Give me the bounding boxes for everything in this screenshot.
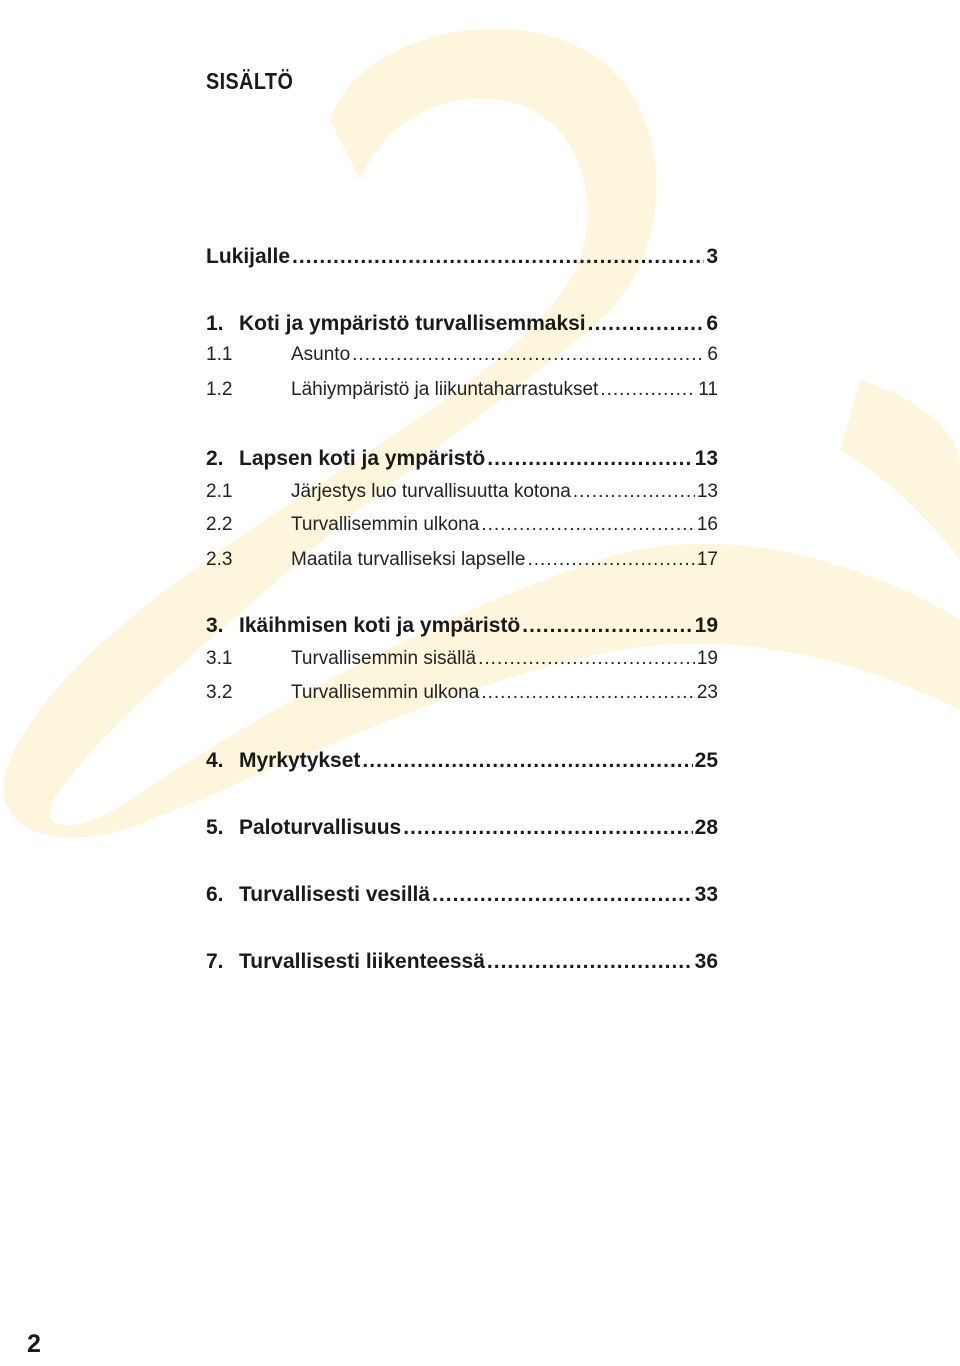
toc-entry-number: 1.2 <box>206 379 233 400</box>
toc-entry-number: 4. <box>206 749 224 772</box>
toc-dot-leader <box>478 645 695 673</box>
toc-entry-number: 6. <box>206 883 224 906</box>
toc-entry-page: 19 <box>696 648 718 669</box>
toc-entry-page: 13 <box>696 481 718 502</box>
page-title: SISÄLTÖ <box>206 68 294 94</box>
toc-entry-page: 17 <box>696 549 718 570</box>
toc-entry[interactable] <box>206 243 718 271</box>
toc-entry-number: 1.1 <box>206 344 233 365</box>
toc-entry-label: Turvallisesti vesillä <box>239 883 431 906</box>
toc-dot-leader <box>292 243 704 271</box>
toc-dot-leader <box>362 747 692 775</box>
toc-entry-number: 2.1 <box>206 481 233 502</box>
toc-entry[interactable] <box>206 376 718 404</box>
toc-entry-label: Paloturvallisuus <box>239 816 402 839</box>
toc-entry[interactable] <box>206 341 718 369</box>
toc-entry[interactable] <box>206 814 718 842</box>
toc-entry-number: 2.3 <box>206 549 233 570</box>
toc-entry[interactable] <box>206 546 718 574</box>
toc-entry-page: 36 <box>694 950 718 973</box>
toc-dot-leader <box>403 814 692 842</box>
toc-entry[interactable] <box>206 881 718 909</box>
toc-entry-label: Asunto <box>291 344 351 365</box>
toc-entry-number: 3.2 <box>206 682 233 703</box>
toc-entry-label: Turvallisemmin sisällä <box>291 648 477 669</box>
toc-dot-leader <box>522 612 692 640</box>
toc-dot-leader <box>573 478 695 506</box>
toc-entry[interactable] <box>206 679 718 707</box>
toc-entry-number: 2.2 <box>206 514 233 535</box>
toc-entry-label: Lukijalle <box>206 245 291 268</box>
toc-entry-page: 3 <box>706 245 718 268</box>
toc-dot-leader <box>600 376 696 404</box>
toc-dot-leader <box>481 511 695 539</box>
toc-entry[interactable] <box>206 948 718 976</box>
toc-entry-label: Maatila turvalliseksi lapselle <box>291 549 526 570</box>
toc-entry-label: Myrkytykset <box>239 749 361 772</box>
toc-entry[interactable] <box>206 747 718 775</box>
toc-entry-page: 11 <box>698 379 718 400</box>
toc-dot-leader <box>487 445 692 473</box>
toc-dot-leader <box>432 881 693 909</box>
toc-entry-number: 2. <box>206 447 224 470</box>
toc-dot-leader <box>588 310 705 338</box>
toc-entry-page: 19 <box>694 614 718 637</box>
toc-entry-label: Lähiympäristö ja liikuntaharrastukset <box>291 379 599 400</box>
toc-entry[interactable] <box>206 612 718 640</box>
toc-entry-page: 28 <box>694 816 718 839</box>
toc-dot-leader <box>481 679 695 707</box>
toc-entry-number: 3.1 <box>206 648 233 669</box>
toc-dot-leader <box>487 948 693 976</box>
toc-entry-number: 3. <box>206 614 224 637</box>
toc-entry[interactable] <box>206 645 718 673</box>
toc-entry[interactable] <box>206 478 718 506</box>
toc-entry-page: 23 <box>696 682 718 703</box>
toc-entry-label: Turvallisemmin ulkona <box>291 514 480 535</box>
toc-entry-label: Turvallisesti liikenteessä <box>239 950 485 973</box>
page-number: 2 <box>27 1330 41 1358</box>
toc-entry-number: 7. <box>206 950 224 973</box>
toc-entry-number: 1. <box>206 312 224 335</box>
toc-entry[interactable] <box>206 445 718 473</box>
toc-entry-number: 5. <box>206 816 224 839</box>
toc-entry[interactable] <box>206 511 718 539</box>
toc-entry-label: Lapsen koti ja ympäristö <box>239 447 486 470</box>
toc-entry-label: Ikäihmisen koti ja ympäristö <box>239 614 521 637</box>
toc-entry-page: 25 <box>694 749 718 772</box>
toc-entry[interactable] <box>206 310 718 338</box>
toc-dot-leader <box>527 546 694 574</box>
toc-entry-page: 6 <box>707 344 718 365</box>
toc-entry-page: 16 <box>696 514 718 535</box>
toc-entry-page: 33 <box>694 883 718 906</box>
toc-entry-page: 13 <box>694 447 718 470</box>
toc-entry-label: Järjestys luo turvallisuutta kotona <box>291 481 571 502</box>
toc-dot-leader <box>352 341 705 369</box>
toc-entry-label: Turvallisemmin ulkona <box>291 682 480 703</box>
toc-entry-page: 6 <box>706 312 718 335</box>
toc-entry-label: Koti ja ympäristö turvallisemmaksi <box>239 312 586 335</box>
